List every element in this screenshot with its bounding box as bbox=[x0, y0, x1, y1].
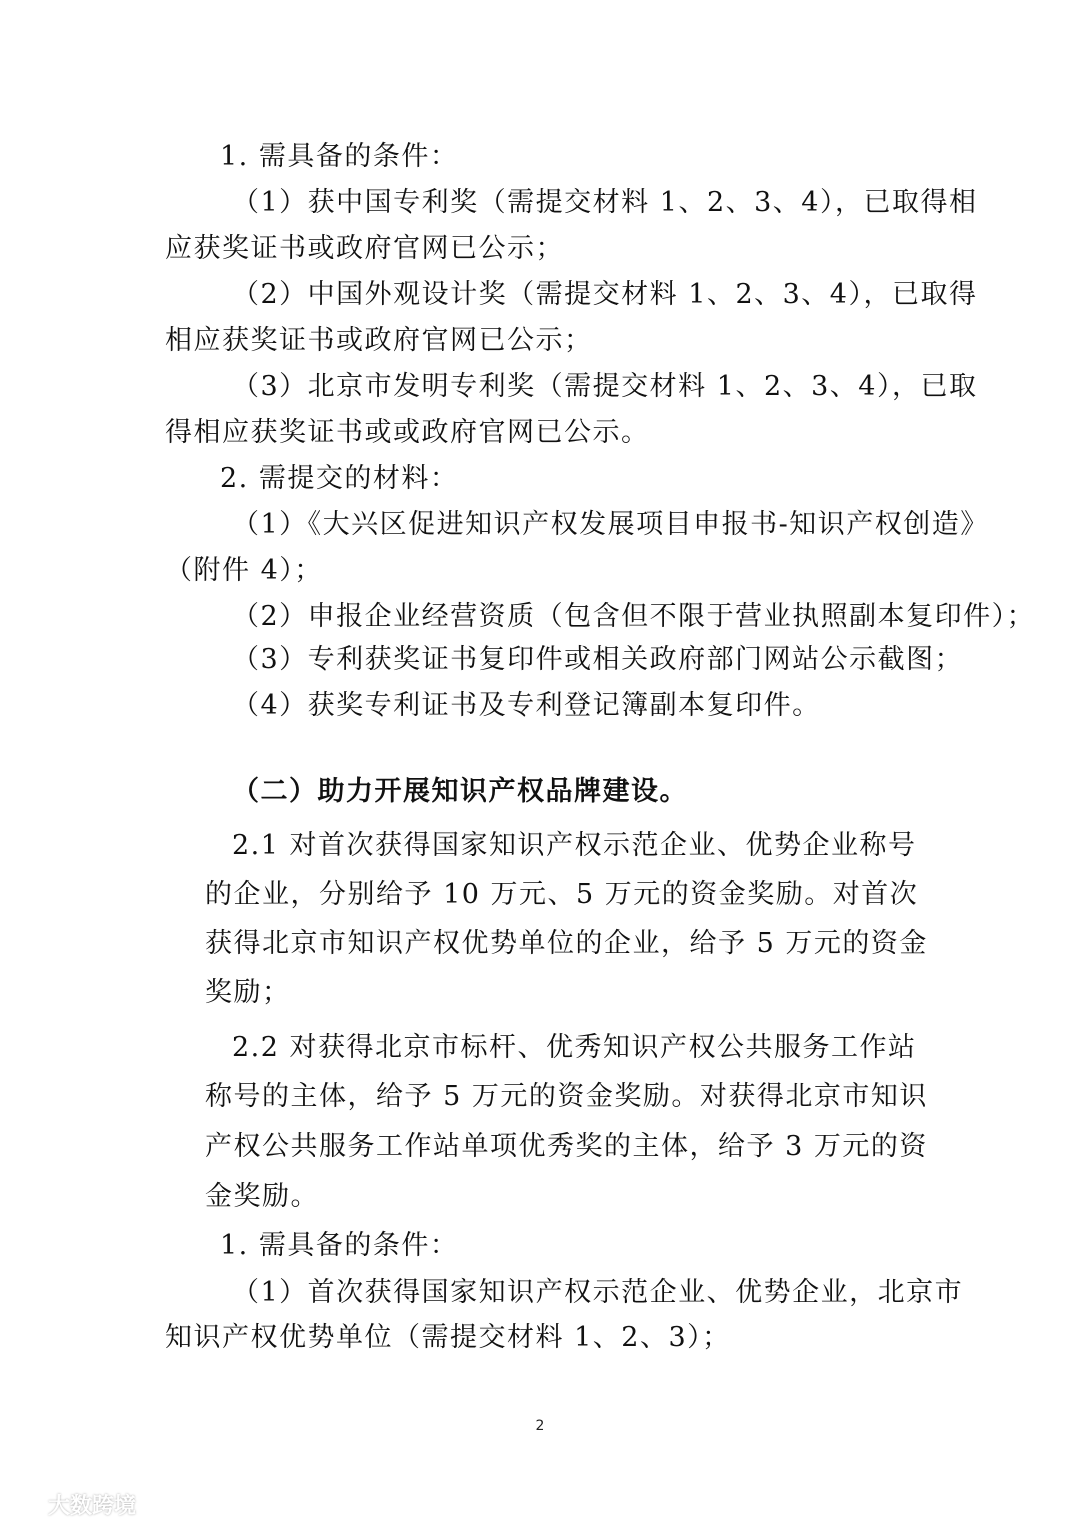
body-line: （3）专利获奖证书复印件或相关政府部门网站公示截图； bbox=[232, 644, 964, 675]
body-line: 应获奖证书或政府官网已公示； bbox=[165, 233, 564, 264]
body-line: （1）《大兴区促进知识产权发展项目申报书-知识产权创造》 bbox=[232, 509, 989, 540]
body-line: 产权公共服务工作站单项优秀奖的主体，给予 3 万元的资 bbox=[205, 1131, 928, 1162]
section-title-brand-building: （二）助力开展知识产权品牌建设。 bbox=[232, 776, 688, 807]
body-line: （1）获中国专利奖（需提交材料 1、2、3、4），已取得相 bbox=[232, 187, 978, 218]
body-line: 相应获奖证书或政府官网已公示； bbox=[165, 325, 593, 356]
body-line: 的企业，分别给予 10 万元、5 万元的资金奖励。对首次 bbox=[205, 879, 919, 910]
body-line: 知识产权优势单位（需提交材料 1、2、3）； bbox=[165, 1322, 731, 1353]
body-line: 获得北京市知识产权优势单位的企业，给予 5 万元的资金 bbox=[205, 928, 928, 959]
section-heading-materials: 2. 需提交的材料： bbox=[220, 463, 459, 494]
body-line: 2.2 对获得北京市标杆、优秀知识产权公共服务工作站 bbox=[232, 1032, 917, 1063]
body-line: （2）申报企业经营资质（包含但不限于营业执照副本复印件）； bbox=[232, 601, 1036, 632]
watermark bbox=[8, 1489, 136, 1520]
body-line: （1）首次获得国家知识产权示范企业、优势企业，北京市 bbox=[232, 1277, 964, 1308]
body-line: 称号的主体，给予 5 万元的资金奖励。对获得北京市知识 bbox=[205, 1081, 928, 1112]
body-line: （2）中国外观设计奖（需提交材料 1、2、3、4），已取得 bbox=[232, 279, 978, 310]
page-number: 2 bbox=[535, 1418, 545, 1434]
section-heading-requirements: 1. 需具备的条件： bbox=[220, 1230, 459, 1261]
body-line: （3）北京市发明专利奖（需提交材料 1、2、3、4），已取 bbox=[232, 371, 978, 402]
watermark-text: 大数跨境 bbox=[48, 1494, 137, 1519]
body-line: （附件 4）； bbox=[165, 555, 323, 586]
body-line: 得相应获奖证书或或政府官网已公示。 bbox=[165, 417, 650, 448]
section-heading-requirements: 1. 需具备的条件： bbox=[220, 141, 459, 172]
weibo-logo-icon bbox=[8, 1492, 42, 1518]
body-line: 奖励； bbox=[205, 977, 291, 1008]
body-line: 金奖励。 bbox=[205, 1181, 319, 1212]
body-line: 2.1 对首次获得国家知识产权示范企业、优势企业称号 bbox=[232, 830, 917, 861]
body-line: （4）获奖专利证书及专利登记簿副本复印件。 bbox=[232, 690, 821, 721]
